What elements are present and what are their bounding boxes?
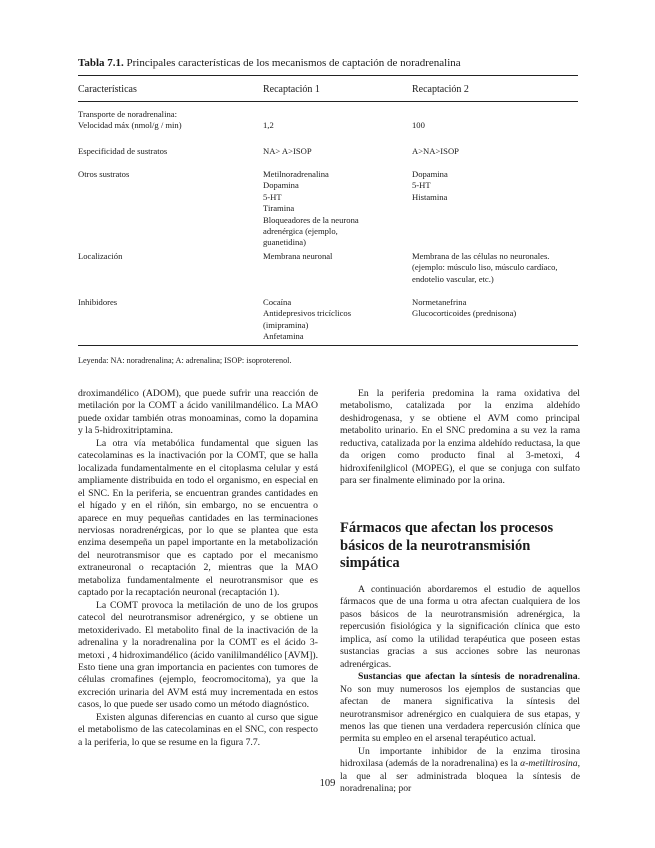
paragraph: La otra vía metabólica fundamental que siguen las catecolaminas es la inactivación por la COMT, que se halla localizada fundamentalmente en el citoplasma celular y está ampliamente distribuida en todo el organismo, en especial en el SNC. En la periferia, se encuentran grandes cantidades en el hígado y en el riñón, sin embargo, no se encuentra o aparece en muy pequeñas cantidades en las terminaciones nerviosas noradrenérgicas, por lo que se plantea que esta enzima desempeña un papel importante en la metabolización del neurotransmisor que es captado por el mecanismo extraneuronal o recaptación 2, mientras que la MAO metaboliza fundamentalmente el neurotransmisor que es captado por la recaptación neuronal (recaptación 1). (78, 437, 318, 599)
table-bottom-rule (78, 345, 578, 346)
table-row-inhibidores-c2: Cocaína Antidepresivos tricíclicos (imipramina) Anfetamina (263, 297, 352, 342)
right-column-top (340, 388, 580, 488)
table-legend: Leyenda: NA: noradrenalina; A: adrenalina; ISOP: isoproterenol. (78, 356, 292, 365)
table-row-especificidad-c3: A>NA>ISOP (412, 146, 459, 156)
table-row-inhibidores-c1: Inhibidores (78, 297, 118, 307)
table-top-rule (78, 75, 578, 76)
table-row-otros-c2: Metilnoradrenalina Dopamina 5-HT Tiramina Bloqueadores de la neurona adrenérgica (ejemplo, guanetidina) (263, 169, 359, 248)
table-header-recaptacion-2: Recaptación 2 (412, 84, 469, 95)
paragraph: droximandélico (ADOM), que puede sufrir una reacción de metilación por la COMT a ácido vanililmandélico. La MAO puede oxidar también otras monoaminas, como la dopamina y la 5-hidroxitriptamina. (78, 388, 318, 437)
table-row-transporte-c3: 100 (412, 120, 425, 130)
page-number: 109 (319, 778, 336, 789)
table-row-inhibidores-c3: Normetanefrina Glucocorticoides (prednisona) (412, 297, 517, 319)
section-heading: Fármacos que afectan los procesos básicos de la neurotransmisión simpática (340, 520, 554, 571)
table-caption-text: Principales características de los mecanismos de captación de noradrenalina (126, 57, 461, 69)
table-header-rule (78, 101, 578, 102)
table-header-recaptacion-1: Recaptación 1 (263, 84, 320, 95)
paragraph: La COMT provoca la metilación de uno de los grupos catecol del neurotransmisor adrenérgico, y se obtiene un metoxiderivado. El metabolito final de la inactivación de la adrenalina y la noradrenalina por la COMT es el ácido 3-metoxi , 4 hidroximandélico (ácido vanililmandélico [AVM]). Esto tiene una gran importancia en pacientes con tumores de células cromafines (ejemplo, feocromocitoma), ya que la excreción urinaria del AVM está muy incrementada en estos casos, lo que puede ser usado como un método diagnóstico. (78, 599, 318, 711)
table-row-especificidad-c2: NA> A>ISOP (263, 146, 312, 156)
table-row-otros-c1: Otros sustratos (78, 169, 130, 179)
table-caption-label: Tabla 7.1. (78, 57, 124, 69)
paragraph: Sustancias que afectan la síntesis de noradrenalina. No son muy numerosos los ejemplos de sustancias que afectan de manera significativa la síntesis del neurotransmisor adrenérgico en cualquiera de sus etapas, y menos las que tienen una verdadera repercusión clínica que permita su empleo en el arsenal terapéutico actual. (340, 671, 580, 745)
table-header-caracteristicas: Características (78, 84, 137, 95)
subsection-title: Sustancias que afectan la síntesis de noradrenalina (358, 671, 578, 683)
table-caption (78, 57, 578, 69)
table-row-otros-c3: Dopamina 5-HT Histamina (412, 169, 448, 202)
right-column-bottom (340, 584, 580, 796)
paragraph: A continuación abordaremos el estudio de aquellos fármacos que de una forma u otra afectan cualquiera de los pasos básicos de la neurotransmisión adrenérgica, la repercusión fisiológica y la significación clínica que esto implica, así como la utilidad terapéutica que poseen estas sustancias gracias a sus acciones sobre las neuronas adrenérgicas. (340, 584, 580, 670)
left-column (78, 388, 318, 749)
paragraph: En la periferia predomina la rama oxidativa del metabolismo, catalizada por la enzima aldehído deshidrogenasa, y se obtiene el AVM como principal metabolito urinario. En el SNC predomina a su vez la rama reductiva, catalizada por la enzima aldehído reductasa, la que da origen como producto final al 3-metoxi, 4 hidroxifenilglicol (MOPEG), el que se conjuga con sulfato para ser finalmente eliminado por la orina. (340, 388, 580, 487)
paragraph: Un importante inhibidor de la enzima tirosina hidroxilasa (además de la noradrenalina) es la α-metiltirosina, la que al ser administrada bloquea la síntesis de noradrenalina; por (340, 745, 580, 795)
drug-name: α-metiltirosina (520, 758, 578, 770)
table-row-transporte-c1: Transporte de noradrenalina: Velocidad máx (nmol/g / min) (78, 109, 182, 131)
table-row-transporte-c2: 1,2 (263, 120, 274, 130)
table-row-localizacion-c2: Membrana neuronal (263, 251, 333, 261)
paragraph: Existen algunas diferencias en cuanto al curso que sigue el metabolismo de las catecolaminas en el SNC, con respecto a la periferia, lo que se resume en la figura 7.7. (78, 711, 318, 748)
table-row-localizacion-c1: Localización (78, 251, 123, 261)
table-row-especificidad-c1: Especificidad de sustratos (78, 146, 168, 156)
table-row-localizacion-c3: Membrana de las células no neuronales. (ejemplo: músculo liso, músculo cardíaco, endotelio vascular, etc.) (412, 251, 558, 284)
